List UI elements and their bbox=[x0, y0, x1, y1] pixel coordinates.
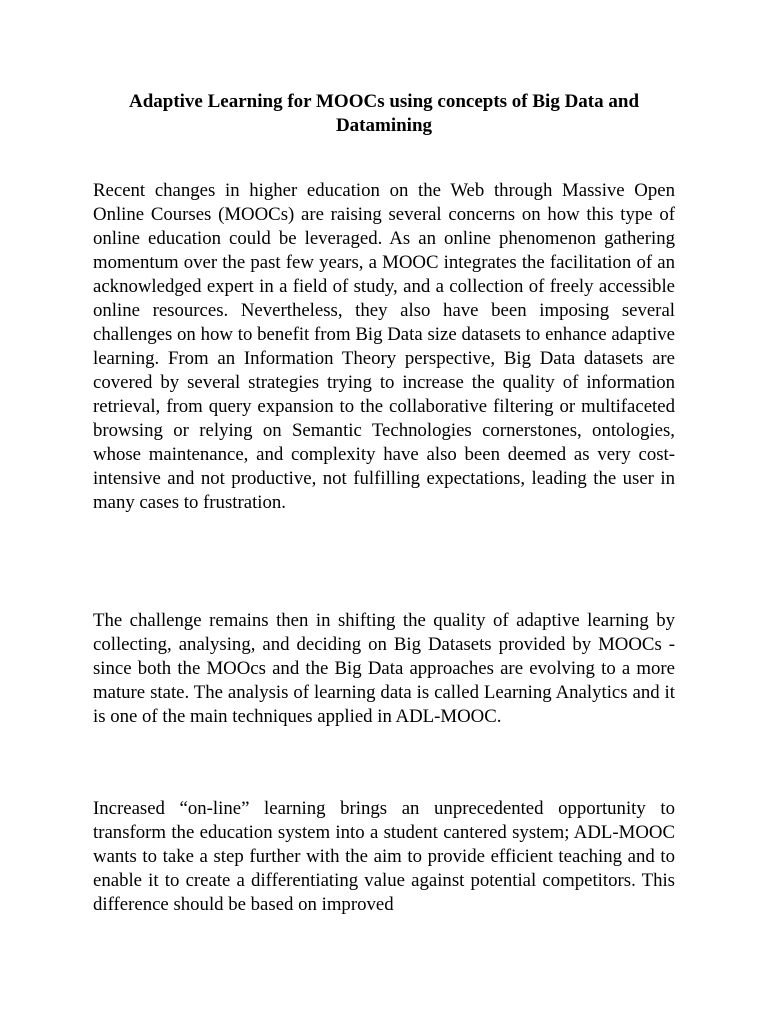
paragraph-challenge: The challenge remains then in shifting the quality of adaptive learning by collecting, analysing, and deciding on Big Datasets provided by MOOCs - since both the MOOcs and the Big Data approaches are evolving to a more mature state. The analysis of learning data is called Learning Analytics and it is one of the main techniques applied in ADL-MOOC. bbox=[93, 610, 675, 727]
paragraph-intro: Recent changes in higher education on the Web through Massive Open Online Courses (MOOCs) are raising several concerns on how this type of online education could be leveraged. As an online phenomenon gathering momentum over the past few years, a MOOC integrates the facilitation of an acknowledged expert in a field of study, and a collection of freely accessible online resources. Nevertheless, they also have been imposing several challenges on how to benefit from Big Data size datasets to enhance adaptive learning. From an Information Theory perspective, Big Data datasets are covered by several strategies trying to increase the quality of information retrieval, from query expansion to the collaborative filtering or multifaceted browsing or relying on Semantic Technologies cornerstones, ontologies, whose maintenance, and complexity have also been deemed as very cost-intensive and not productive, not fulfilling expectations, leading the user in many cases to frustration. bbox=[93, 180, 675, 513]
paragraph-online-learning: Increased “on-line” learning brings an unprecedented opportunity to transform the education system into a student cantered system; ADL-MOOC wants to take a step further with the aim to provide efficient teaching and to enable it to create a differentiating value against potential competitors. This difference should be based on improved bbox=[93, 798, 675, 915]
document-title: Adaptive Learning for MOOCs using concepts of Big Data and Datamining bbox=[128, 91, 640, 136]
